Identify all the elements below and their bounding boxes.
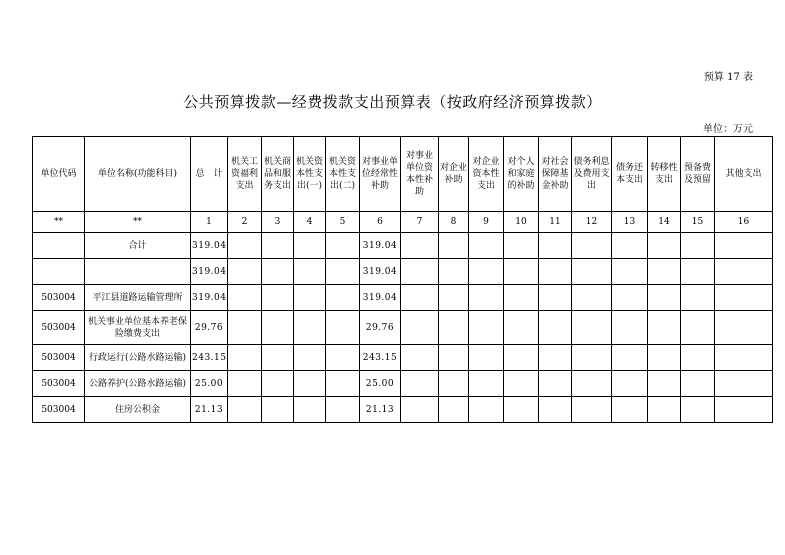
- col-header: 转移性支出: [648, 137, 681, 212]
- index-cell: **: [85, 212, 191, 233]
- empty-cell: [648, 233, 681, 259]
- table-row: [33, 259, 773, 285]
- empty-cell: [262, 345, 294, 371]
- empty-cell: [539, 311, 572, 345]
- header-row: [33, 137, 773, 212]
- index-cell: 4: [294, 212, 326, 233]
- empty-cell: [326, 285, 360, 311]
- empty-cell: [715, 397, 773, 423]
- empty-cell: [715, 311, 773, 345]
- empty-cell: [439, 311, 469, 345]
- empty-cell: [539, 345, 572, 371]
- unit-code-cell: [33, 259, 85, 285]
- col-header: 总 计: [191, 137, 228, 212]
- unit-code-cell: 503004: [33, 311, 85, 345]
- empty-cell: [294, 345, 326, 371]
- empty-cell: [401, 345, 439, 371]
- unit-name-cell: 平江县道路运输管理所: [85, 285, 191, 311]
- col-header: 债务还本支出: [612, 137, 648, 212]
- empty-cell: [228, 233, 262, 259]
- index-cell: 10: [504, 212, 539, 233]
- empty-cell: [539, 397, 572, 423]
- subsidy-cell: 319.04: [360, 233, 401, 259]
- empty-cell: [681, 397, 715, 423]
- col-header: 单位代码: [33, 137, 85, 212]
- empty-cell: [681, 371, 715, 397]
- empty-cell: [572, 233, 612, 259]
- empty-cell: [648, 285, 681, 311]
- unit-code-cell: [33, 233, 85, 259]
- empty-cell: [401, 233, 439, 259]
- empty-cell: [294, 285, 326, 311]
- index-row: [33, 212, 773, 233]
- index-cell: 5: [326, 212, 360, 233]
- empty-cell: [539, 371, 572, 397]
- empty-cell: [572, 285, 612, 311]
- empty-cell: [401, 285, 439, 311]
- empty-cell: [439, 285, 469, 311]
- empty-cell: [262, 311, 294, 345]
- total-cell: 319.04: [191, 285, 228, 311]
- index-cell: 2: [228, 212, 262, 233]
- unit-name-cell: 公路养护(公路水路运输): [85, 371, 191, 397]
- empty-cell: [504, 345, 539, 371]
- empty-cell: [681, 311, 715, 345]
- unit-name-cell: 合计: [85, 233, 191, 259]
- table-row: [33, 397, 773, 423]
- col-header: 机关商品和服务支出: [262, 137, 294, 212]
- unit-code-cell: 503004: [33, 345, 85, 371]
- subsidy-cell: 243.15: [360, 345, 401, 371]
- table-row: [33, 311, 773, 345]
- budget-table: [32, 136, 773, 423]
- empty-cell: [504, 397, 539, 423]
- empty-cell: [572, 259, 612, 285]
- empty-cell: [612, 285, 648, 311]
- empty-cell: [401, 397, 439, 423]
- unit-label: 单位：万元: [703, 124, 753, 135]
- index-cell: 16: [715, 212, 773, 233]
- col-header: 预备费及预留: [681, 137, 715, 212]
- empty-cell: [439, 345, 469, 371]
- col-header: 对个人和家庭的补助: [504, 137, 539, 212]
- empty-cell: [228, 259, 262, 285]
- empty-cell: [326, 259, 360, 285]
- index-cell: 11: [539, 212, 572, 233]
- empty-cell: [469, 397, 504, 423]
- empty-cell: [648, 311, 681, 345]
- empty-cell: [469, 311, 504, 345]
- empty-cell: [715, 285, 773, 311]
- empty-cell: [572, 345, 612, 371]
- empty-cell: [504, 259, 539, 285]
- empty-cell: [681, 259, 715, 285]
- table-row: [33, 345, 773, 371]
- empty-cell: [228, 285, 262, 311]
- empty-cell: [539, 259, 572, 285]
- index-cell: 12: [572, 212, 612, 233]
- subsidy-cell: 21.13: [360, 397, 401, 423]
- empty-cell: [612, 345, 648, 371]
- empty-cell: [715, 345, 773, 371]
- index-cell: 3: [262, 212, 294, 233]
- empty-cell: [539, 233, 572, 259]
- empty-cell: [715, 233, 773, 259]
- empty-cell: [262, 259, 294, 285]
- table-row: [33, 233, 773, 259]
- empty-cell: [294, 233, 326, 259]
- index-cell: 7: [401, 212, 439, 233]
- subsidy-cell: 25.00: [360, 371, 401, 397]
- col-header: 其他支出: [715, 137, 773, 212]
- table-row: [33, 371, 773, 397]
- empty-cell: [228, 345, 262, 371]
- unit-name-cell: 住房公积金: [85, 397, 191, 423]
- empty-cell: [262, 371, 294, 397]
- empty-cell: [572, 397, 612, 423]
- empty-cell: [715, 371, 773, 397]
- total-cell: 319.04: [191, 233, 228, 259]
- index-cell: 14: [648, 212, 681, 233]
- empty-cell: [681, 345, 715, 371]
- index-cell: **: [33, 212, 85, 233]
- empty-cell: [439, 397, 469, 423]
- unit-code-cell: 503004: [33, 397, 85, 423]
- empty-cell: [681, 233, 715, 259]
- col-header: 单位名称(功能科目): [85, 137, 191, 212]
- empty-cell: [469, 233, 504, 259]
- index-cell: 13: [612, 212, 648, 233]
- empty-cell: [648, 371, 681, 397]
- empty-cell: [612, 311, 648, 345]
- empty-cell: [648, 345, 681, 371]
- empty-cell: [294, 397, 326, 423]
- empty-cell: [228, 397, 262, 423]
- index-cell: 9: [469, 212, 504, 233]
- empty-cell: [401, 259, 439, 285]
- empty-cell: [439, 233, 469, 259]
- empty-cell: [612, 397, 648, 423]
- empty-cell: [469, 371, 504, 397]
- empty-cell: [572, 371, 612, 397]
- empty-cell: [228, 371, 262, 397]
- empty-cell: [612, 371, 648, 397]
- empty-cell: [504, 371, 539, 397]
- total-cell: 319.04: [191, 259, 228, 285]
- col-header: 对社会保障基金补助: [539, 137, 572, 212]
- empty-cell: [572, 311, 612, 345]
- empty-cell: [681, 285, 715, 311]
- col-header: 机关资本性支出(一): [294, 137, 326, 212]
- empty-cell: [326, 345, 360, 371]
- empty-cell: [715, 259, 773, 285]
- unit-code-cell: 503004: [33, 285, 85, 311]
- subsidy-cell: 29.76: [360, 311, 401, 345]
- empty-cell: [539, 285, 572, 311]
- empty-cell: [401, 311, 439, 345]
- empty-cell: [326, 233, 360, 259]
- total-cell: 25.00: [191, 371, 228, 397]
- total-cell: 29.76: [191, 311, 228, 345]
- empty-cell: [469, 259, 504, 285]
- col-header: 机关工资福利支出: [228, 137, 262, 212]
- empty-cell: [262, 233, 294, 259]
- empty-cell: [326, 371, 360, 397]
- empty-cell: [294, 259, 326, 285]
- empty-cell: [401, 371, 439, 397]
- empty-cell: [469, 285, 504, 311]
- col-header: 对事业单位资本性补助: [401, 137, 439, 212]
- data-body: [33, 233, 773, 423]
- total-cell: 21.13: [191, 397, 228, 423]
- empty-cell: [504, 311, 539, 345]
- form-number: 预算 17 表: [703, 72, 753, 83]
- index-cell: 1: [191, 212, 228, 233]
- col-header: 对企业补助: [439, 137, 469, 212]
- col-header: 债务利息及费用支出: [572, 137, 612, 212]
- subsidy-cell: 319.04: [360, 285, 401, 311]
- empty-cell: [648, 397, 681, 423]
- table-row: [33, 285, 773, 311]
- index-cell: 15: [681, 212, 715, 233]
- page-title: 公共预算拨款—经费拨款支出预算表（按政府经济预算拨款）: [183, 93, 602, 111]
- empty-cell: [648, 259, 681, 285]
- empty-cell: [262, 285, 294, 311]
- col-header: 对企业资本性支出: [469, 137, 504, 212]
- empty-cell: [326, 397, 360, 423]
- empty-cell: [294, 311, 326, 345]
- index-cell: 8: [439, 212, 469, 233]
- empty-cell: [439, 259, 469, 285]
- empty-cell: [439, 371, 469, 397]
- empty-cell: [262, 397, 294, 423]
- index-cell: 6: [360, 212, 401, 233]
- empty-cell: [469, 345, 504, 371]
- col-header: 机关资本性支出(二): [326, 137, 360, 212]
- empty-cell: [612, 233, 648, 259]
- empty-cell: [612, 259, 648, 285]
- empty-cell: [504, 285, 539, 311]
- unit-code-cell: 503004: [33, 371, 85, 397]
- subsidy-cell: 319.04: [360, 259, 401, 285]
- empty-cell: [294, 371, 326, 397]
- unit-name-cell: 行政运行(公路水路运输): [85, 345, 191, 371]
- empty-cell: [228, 311, 262, 345]
- empty-cell: [504, 233, 539, 259]
- col-header: 对事业单位经常性补助: [360, 137, 401, 212]
- unit-name-cell: 机关事业单位基本养老保险缴费支出: [85, 311, 191, 345]
- total-cell: 243.15: [191, 345, 228, 371]
- empty-cell: [326, 311, 360, 345]
- unit-name-cell: [85, 259, 191, 285]
